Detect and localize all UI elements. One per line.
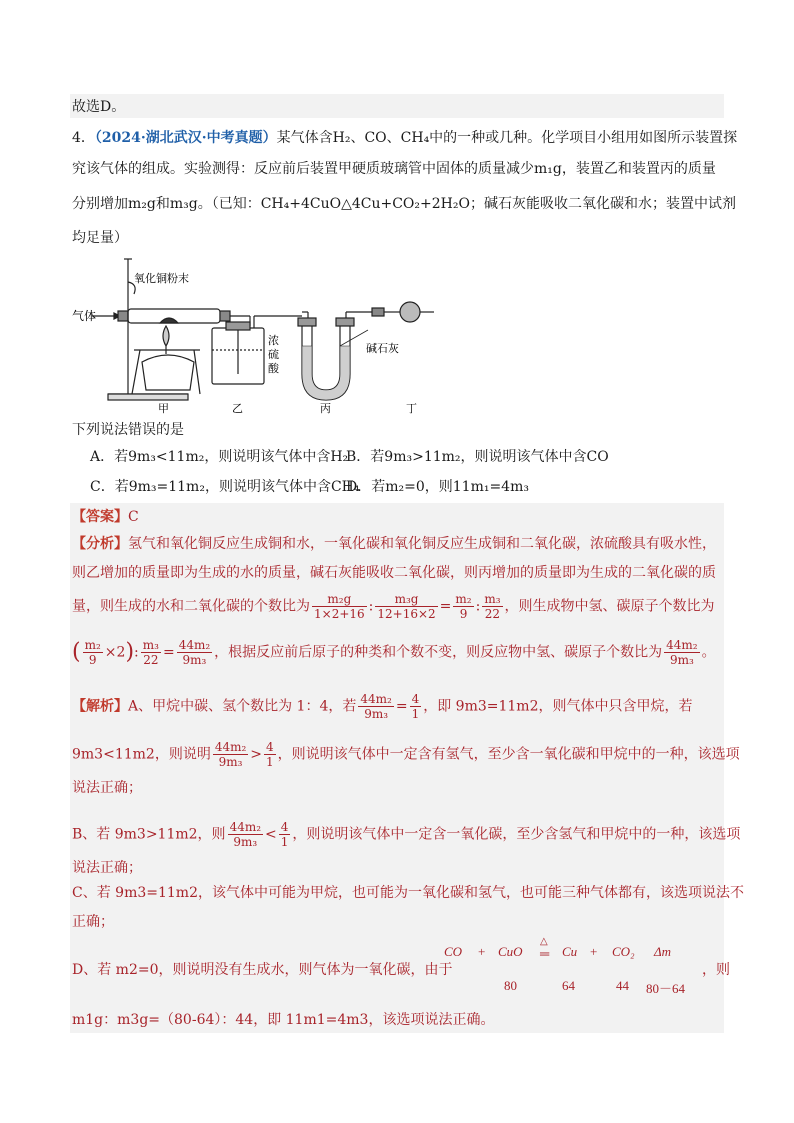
solution-text-8a: D、若 m2=0，则说明没有生成水，则气体为一氧化碳，由于 xyxy=(72,962,453,978)
fraction-s1 xyxy=(358,692,393,721)
analysis-text-3a: 量，则生成的水和二氧化碳的个数比为 xyxy=(72,598,310,615)
fraction-m2-9 xyxy=(453,592,473,621)
question-prompt: 下列说法错误的是 xyxy=(72,422,184,438)
reaction-equation: CO + CuO △ ═ Cu + CO₂ Δm 80 64 44 80－64 xyxy=(444,936,686,996)
eq-mass-co2: 44 xyxy=(616,978,629,993)
apparatus-ding: 丁 xyxy=(406,402,417,414)
option-a: A．若9m₃<11m₂，则说明该气体中含H₂ xyxy=(90,449,349,465)
frac-num: 44m₂ xyxy=(666,638,698,652)
frac-num: 44m₂ xyxy=(178,638,211,652)
greater-than: > xyxy=(250,746,263,763)
question-source: （2024·湖北武汉·中考真题） xyxy=(94,130,277,146)
question-line-4: 均足量） xyxy=(72,230,128,246)
acid-label-2: 硫 xyxy=(268,348,279,361)
analysis-line-1 xyxy=(72,535,716,553)
solution-line-4 xyxy=(72,820,740,849)
gas-label: 气体 xyxy=(72,309,97,323)
option-c: C．若9m₃=11m₂，则说明该气体中含CH₄ xyxy=(90,479,360,495)
solution-line-2 xyxy=(72,740,740,769)
colon: : xyxy=(475,598,481,615)
frac-den: 9m₃ xyxy=(182,653,207,667)
fraction-co2 xyxy=(375,592,437,621)
frac-den: 9m₃ xyxy=(233,835,258,849)
solution-line-5: 说法正确； xyxy=(72,860,142,876)
fraction-ratio xyxy=(177,638,212,667)
frac-num: 44m₂ xyxy=(214,740,247,754)
frac-den: 1×2+16 xyxy=(314,607,365,621)
question-number: 4． xyxy=(72,130,95,146)
fraction-m3-22b xyxy=(141,638,161,667)
less-than: < xyxy=(265,826,277,843)
frac-den: 9m₃ xyxy=(364,707,389,721)
eq-plus: + xyxy=(478,944,486,959)
frac-den: 9 xyxy=(88,653,97,667)
option-d: D．若m₂=0，则11m₁=4m₃ xyxy=(346,479,529,495)
eq-plus: + xyxy=(590,944,598,959)
equals: = xyxy=(395,698,408,715)
option-b: B．若9m₃>11m₂，则说明该气体中含CO xyxy=(346,449,609,465)
frac-num: 4 xyxy=(411,692,420,706)
solution-text-1a: A、甲烷中碳、氢个数比为 1：4，若 xyxy=(128,698,357,715)
frac-num: 4 xyxy=(280,820,289,834)
equals: = xyxy=(439,598,452,615)
solution-line-1 xyxy=(72,692,693,721)
lime-label: 碱石灰 xyxy=(366,342,399,355)
eq-mass-cuo: 80 xyxy=(504,978,517,993)
prev-answer-band xyxy=(70,94,724,118)
frac-num: m₂g xyxy=(312,592,367,607)
frac-num: 44m₂ xyxy=(360,692,392,706)
analysis-text-1: 氢气和氧化铜反应生成铜和水，一氧化碳和氧化铜反应生成铜和二氧化碳，浓硫酸具有吸水性， xyxy=(128,536,716,552)
frac-den: 22 xyxy=(484,607,501,621)
eq-mass-cu: 64 xyxy=(562,978,575,993)
fraction-water xyxy=(312,592,367,621)
frac-num: m₂ xyxy=(455,592,472,606)
fraction-s6 xyxy=(279,820,291,849)
eq-co: CO xyxy=(444,944,463,959)
solution-text-2b: ，则说明该气体中一定含有氢气，至少含一氧化碳和甲烷中的一种，该选项 xyxy=(277,746,740,763)
analysis-text-3b: ，则生成物中氢、碳原子个数比为 xyxy=(504,598,715,615)
colon: : xyxy=(368,598,374,615)
analysis-line-2: 则乙增加的质量即为生成的水的质量，碱石灰能吸收二氧化碳，则丙增加的质量即为生成的二氧化碳的质 xyxy=(72,565,716,581)
fraction-s2 xyxy=(410,692,422,721)
apparatus-bing: 丙 xyxy=(320,402,331,414)
analysis-tag: 【分析】 xyxy=(72,536,128,552)
analysis-text-4: ，根据反应前后原子的种类和个数不变，则反应物中氢、碳原子个数比为 xyxy=(214,644,663,661)
equals: = xyxy=(162,644,175,661)
question-line-3: 分别增加m₂g和m₃g。（已知：CH₄+4CuO△4Cu+CO₂+2H₂O；碱石灰能吸收二氧化碳和水；装置中试剂 xyxy=(72,196,736,212)
eq-mass-delta: 80－64 xyxy=(646,981,686,996)
apparatus-jia: 甲 xyxy=(158,402,169,414)
frac-num: m₃g xyxy=(375,592,437,607)
frac-den: 9m₃ xyxy=(218,755,243,769)
solution-line-9: m1g：m3g=（80-64）：44，即 11m1=4m3，该选项说法正确。 xyxy=(72,1012,495,1028)
fraction-s4 xyxy=(264,740,276,769)
paren-close: ) xyxy=(125,639,135,665)
solution-line-3: 说法正确； xyxy=(72,780,142,796)
question-line-2: 究该气体的组成。实验测得：反应前后装置甲硬质玻璃管中固体的质量减少m₁g，装置乙和装置丙的质量 xyxy=(72,161,716,177)
frac-den: 9m₃ xyxy=(669,653,694,667)
frac-den: 12+16×2 xyxy=(377,607,436,621)
frac-num: m₃ xyxy=(142,638,159,652)
eq-cuo: CuO xyxy=(498,944,523,959)
solution-text-8b: ，则 xyxy=(702,962,730,978)
fraction-m3-22 xyxy=(482,592,502,621)
solution-text-2a: 9m3<11m2，则说明 xyxy=(72,746,211,763)
prev-answer: 故选D。 xyxy=(72,99,126,115)
frac-den: 1 xyxy=(411,707,420,721)
solution-line-6: C、若 9m3=11m2，该气体中可能为甲烷，也可能为一氧化碳和氢气，也可能三种气体都有，该选项说法不 xyxy=(72,885,744,901)
acid-label-1: 浓 xyxy=(268,334,279,347)
frac-num: 44m₂ xyxy=(229,820,262,834)
apparatus-figure xyxy=(72,254,452,414)
frac-den: 1 xyxy=(266,755,274,769)
frac-num: m₃ xyxy=(484,592,501,606)
paren-open: ( xyxy=(72,639,81,665)
frac-den: 9 xyxy=(459,607,468,621)
solution-text-4a: B、若 9m3>11m2，则 xyxy=(72,826,226,843)
powder-label: 氧化铜粉末 xyxy=(134,272,189,285)
frac-num: 4 xyxy=(266,740,274,754)
answer-value: C xyxy=(128,509,139,525)
frac-den: 1 xyxy=(280,835,289,849)
colon: : xyxy=(134,644,139,661)
answer-tag: 【答案】 xyxy=(72,509,128,525)
period: 。 xyxy=(701,644,716,661)
eq-co2: CO₂ xyxy=(612,944,635,959)
solution-text-1b: ，即 9m3=11m2，则气体中只含甲烷，若 xyxy=(423,698,693,715)
analysis-line-3 xyxy=(72,592,715,621)
solution-text-4b: ，则说明该气体中一定含一氧化碳，至少含氢气和甲烷中的一种，该选项 xyxy=(292,826,741,843)
eq-cu: Cu xyxy=(562,944,578,959)
eq-delta: △ xyxy=(540,936,548,947)
frac-num: m₂ xyxy=(84,638,101,652)
question-line-1 xyxy=(72,129,737,147)
solution-line-8 xyxy=(72,961,453,979)
answer-line xyxy=(72,508,139,526)
apparatus-yi: 乙 xyxy=(232,402,243,414)
fraction-m2-9b xyxy=(83,638,103,667)
times-two: ×2 xyxy=(104,644,126,661)
frac-den: 22 xyxy=(143,653,159,667)
question-text-1: 某气体含H₂、CO、CH₄中的一种或几种。化学项目小组用如图所示装置探 xyxy=(276,130,738,146)
fraction-s3 xyxy=(213,740,248,769)
eq-delta-m: Δm xyxy=(654,944,672,959)
fraction-s5 xyxy=(228,820,263,849)
fraction-ratio-2 xyxy=(664,638,699,667)
solution-line-7: 正确； xyxy=(72,914,114,930)
analysis-line-4 xyxy=(72,638,716,667)
acid-label-3: 酸 xyxy=(268,362,279,375)
solution-tag: 【解析】 xyxy=(72,698,128,715)
